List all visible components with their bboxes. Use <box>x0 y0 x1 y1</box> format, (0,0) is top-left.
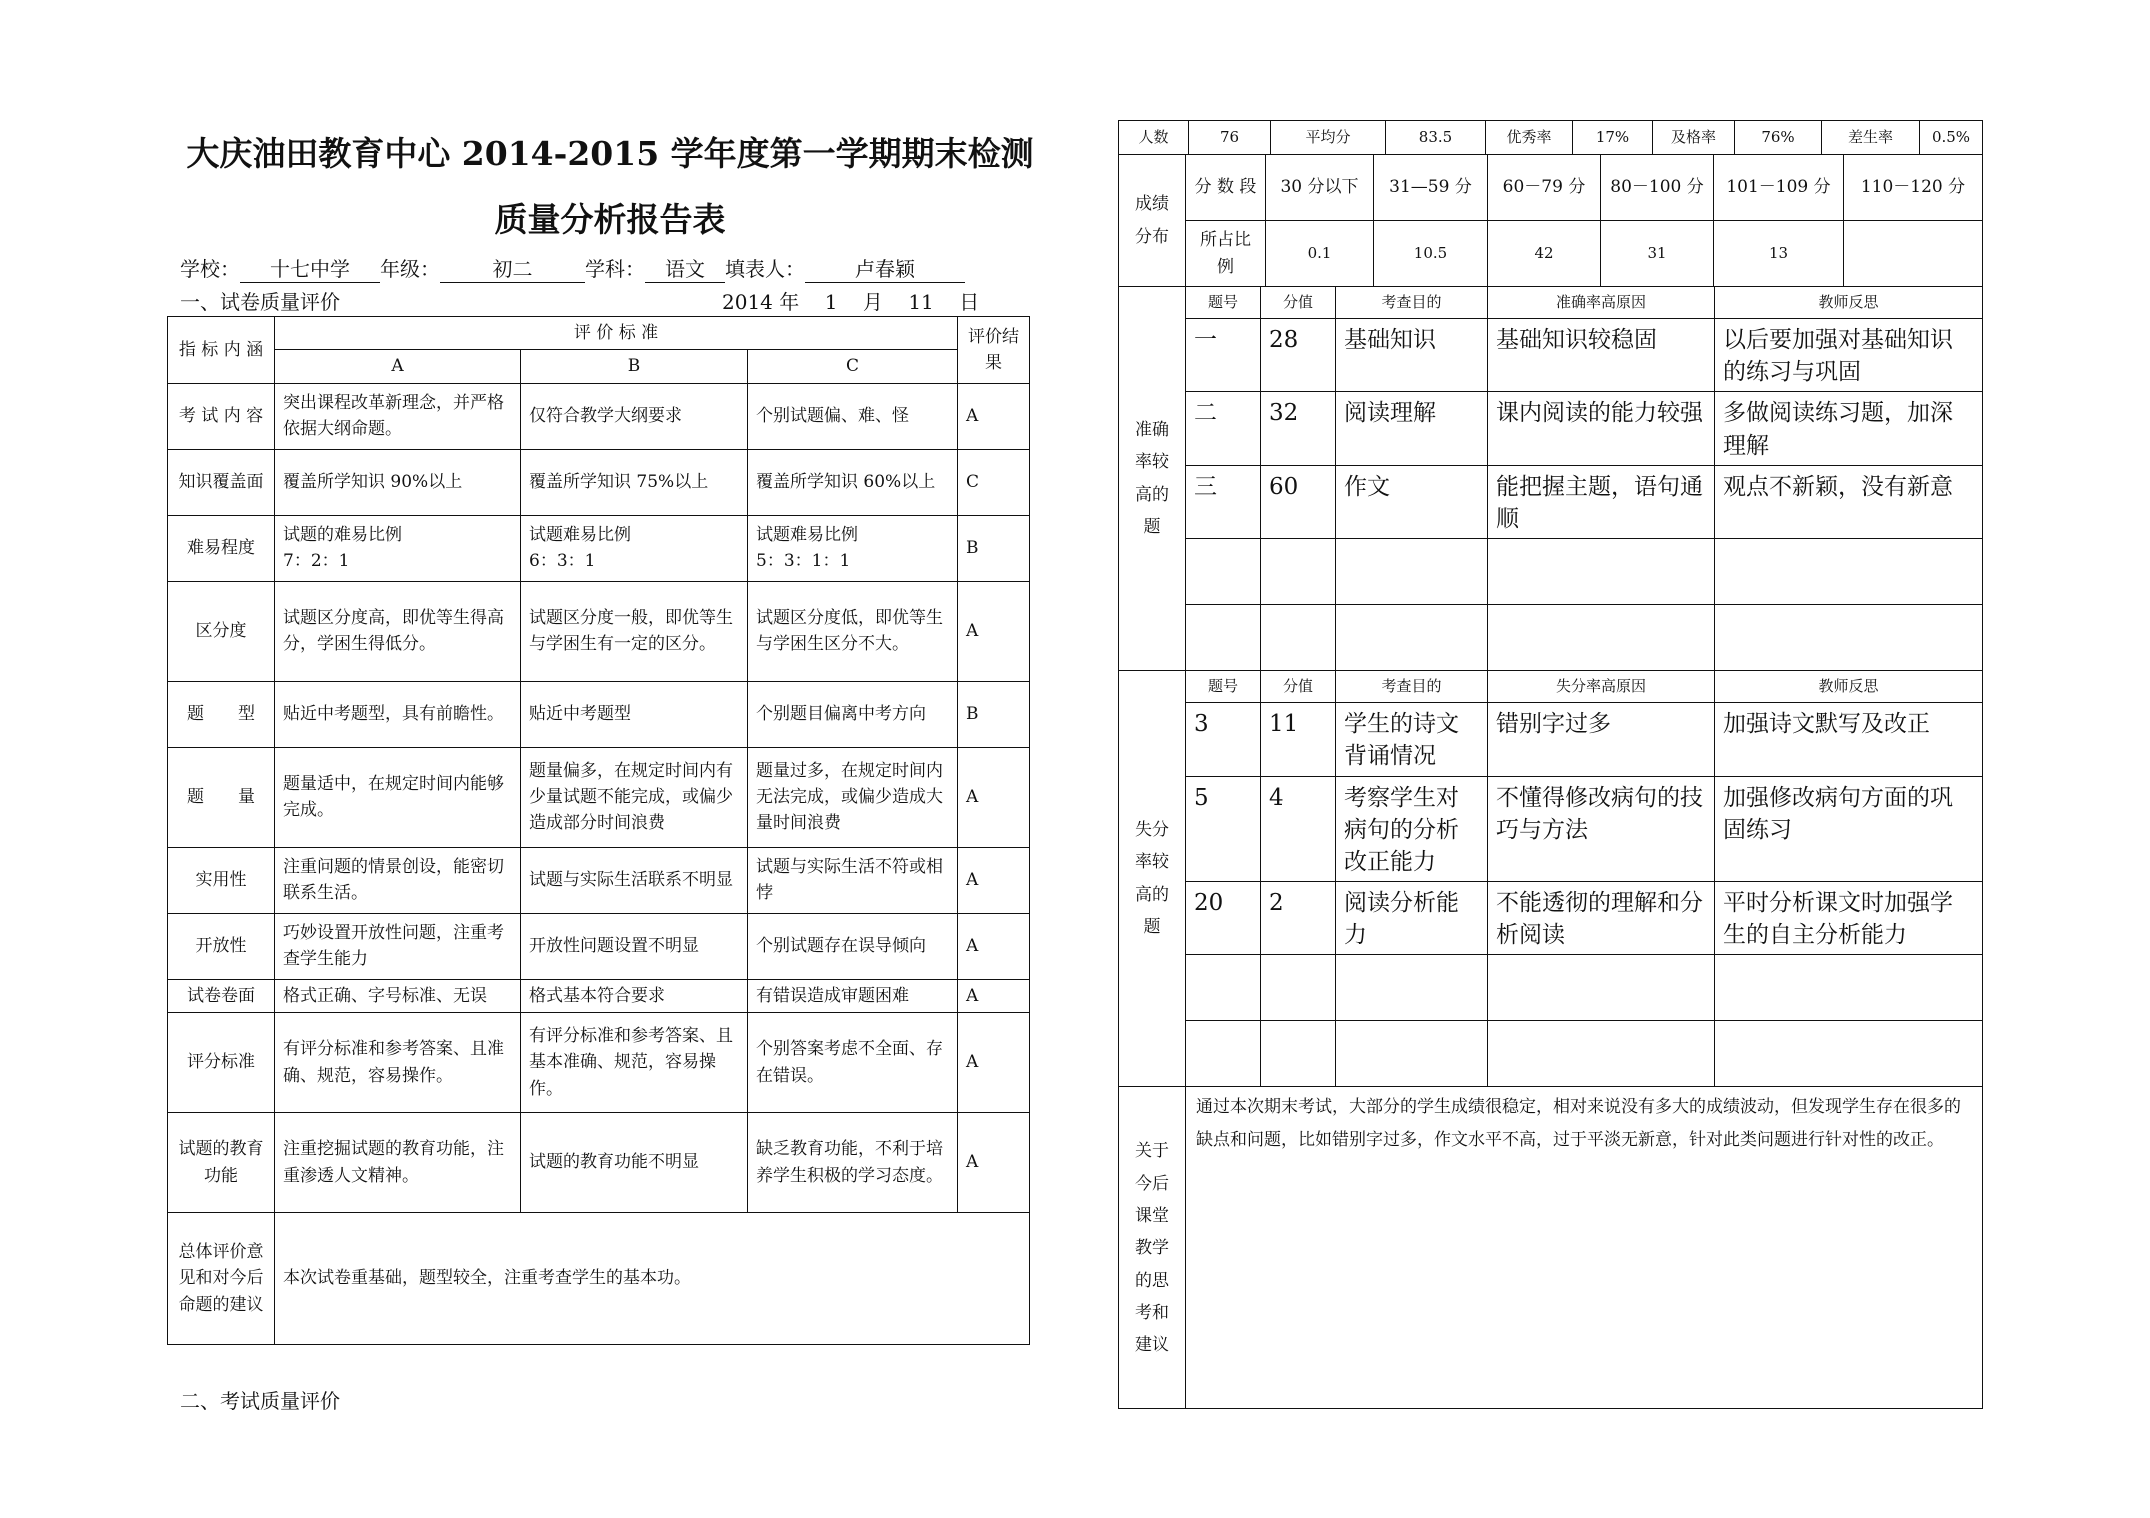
score-value: 60 <box>1261 465 1336 538</box>
stat-label: 优秀率 <box>1486 121 1573 155</box>
row-name: 试卷卷面 <box>168 979 275 1012</box>
date-month: 1 <box>824 290 838 314</box>
table-row <box>168 581 1030 681</box>
row-result: A <box>958 847 1030 913</box>
purpose: 作文 <box>1336 465 1488 538</box>
table-row <box>168 979 1030 1012</box>
table-row <box>1119 703 1983 776</box>
table-row <box>1119 392 1983 465</box>
row-name: 题 量 <box>168 747 275 847</box>
date-day-label: 日 <box>959 290 980 314</box>
empty-cell <box>1715 1021 1983 1087</box>
reason: 不懂得修改病句的技巧与方法 <box>1488 776 1715 882</box>
range-cell: 30 分以下 <box>1266 155 1374 221</box>
purpose: 考察学生对病句的分析改正能力 <box>1336 776 1488 882</box>
row-result: A <box>958 913 1030 979</box>
reflection: 多做阅读练习题，加深理解 <box>1715 392 1983 465</box>
question-no: 二 <box>1186 392 1261 465</box>
row-result: B <box>958 681 1030 747</box>
reflection: 平时分析课文时加强学生的自主分析能力 <box>1715 882 1983 955</box>
question-no: 一 <box>1186 319 1261 392</box>
empty-cell <box>1261 955 1336 1021</box>
section2-heading: 二、考试质量评价 <box>180 1389 340 1413</box>
col-header: 考查目的 <box>1336 671 1488 703</box>
stat-value: 17% <box>1573 121 1653 155</box>
row-result: A <box>958 1013 1030 1113</box>
overall-label: 总体评价意见和对今后命题的建议 <box>168 1213 275 1345</box>
range-cell: 31—59 分 <box>1374 155 1488 221</box>
purpose: 阅读分析能力 <box>1336 882 1488 955</box>
stat-label: 人数 <box>1119 121 1189 155</box>
table-row <box>168 449 1030 515</box>
row-b: 有评分标准和参考答案、且基本准确、规范，容易操作。 <box>521 1013 748 1113</box>
empty-cell <box>1336 605 1488 671</box>
row-a: 注重挖掘试题的教育功能，注重渗透人文精神。 <box>275 1113 521 1213</box>
stat-label: 差生率 <box>1822 121 1920 155</box>
table-row <box>168 1013 1030 1113</box>
score-value: 4 <box>1261 776 1336 882</box>
row-c: 个别试题偏、难、怪 <box>748 383 958 449</box>
reason: 能把握主题，语句通顺 <box>1488 465 1715 538</box>
row-name: 考 试 内 容 <box>168 383 275 449</box>
table-row <box>168 847 1030 913</box>
table-row <box>1119 1021 1983 1087</box>
row-c: 个别题目偏离中考方向 <box>748 681 958 747</box>
date-year-label: 年 <box>779 290 800 314</box>
suggestion-text: 通过本次期末考试，大部分的学生成绩很稳定，相对来说没有多大的成绩波动，但发现学生存在很多的缺点和问题，比如错别字过多，作文水平不高，过于平淡无新意，针对此类问题进行针对性的改正。 <box>1186 1087 1983 1409</box>
analysis-table <box>1118 286 1983 1409</box>
grade-value: 初二 <box>440 253 585 283</box>
empty-cell <box>1186 955 1261 1021</box>
row-c: 缺乏教育功能，不利于培养学生积极的学习态度。 <box>748 1113 958 1213</box>
ratio-cell: 31 <box>1601 221 1714 287</box>
report-date <box>722 286 979 315</box>
table-row <box>168 913 1030 979</box>
reason: 课内阅读的能力较强 <box>1488 392 1715 465</box>
score-value: 2 <box>1261 882 1336 955</box>
grade-label: 年级： <box>380 257 440 281</box>
filler-label: 填表人： <box>725 257 805 281</box>
row-c: 试题与实际生活不符或相悖 <box>748 847 958 913</box>
table-row <box>1119 882 1983 955</box>
section1-heading: 一、试卷质量评价 <box>180 290 340 314</box>
empty-cell <box>1336 955 1488 1021</box>
row-a: 贴近中考题型，具有前瞻性。 <box>275 681 521 747</box>
row-name: 试题的教育功能 <box>168 1113 275 1213</box>
stat-value: 76 <box>1189 121 1271 155</box>
reason: 错别字过多 <box>1488 703 1715 776</box>
row-a: 格式正确、字号标准、无误 <box>275 979 521 1012</box>
row-name: 实用性 <box>168 847 275 913</box>
empty-cell <box>1715 605 1983 671</box>
distribution-label: 成绩分布 <box>1119 155 1186 287</box>
reflection: 以后要加强对基础知识的练习与巩固 <box>1715 319 1983 392</box>
col-header: 题号 <box>1186 671 1261 703</box>
row-b: 贴近中考题型 <box>521 681 748 747</box>
col-header: 考查目的 <box>1336 287 1488 319</box>
header-indicator: 指 标 内 涵 <box>168 317 275 384</box>
row-a: 有评分标准和参考答案、且准确、规范，容易操作。 <box>275 1013 521 1113</box>
header-standard: 评 价 标 准 <box>275 317 958 350</box>
row-b: 格式基本符合要求 <box>521 979 748 1012</box>
stat-label: 及格率 <box>1653 121 1735 155</box>
stats-row <box>1119 121 1983 155</box>
table-row <box>168 747 1030 847</box>
row-result: A <box>958 581 1030 681</box>
empty-cell <box>1186 1021 1261 1087</box>
info-line <box>180 253 965 283</box>
high-loss-label: 失分率较高的题 <box>1119 671 1186 1087</box>
row-result: B <box>958 515 1030 581</box>
ratio-cell: 13 <box>1714 221 1844 287</box>
row-result: A <box>958 1113 1030 1213</box>
row-c: 有错误造成审题困难 <box>748 979 958 1012</box>
col-header: 分值 <box>1261 287 1336 319</box>
row-name: 开放性 <box>168 913 275 979</box>
ratio-label: 所占比例 <box>1186 221 1266 287</box>
table-row <box>168 681 1030 747</box>
empty-cell <box>1261 539 1336 605</box>
header-result: 评价结果 <box>958 317 1030 384</box>
school-label: 学校： <box>180 257 240 281</box>
question-no: 3 <box>1186 703 1261 776</box>
stat-label: 平均分 <box>1271 121 1386 155</box>
table-row <box>168 383 1030 449</box>
empty-cell <box>1261 605 1336 671</box>
score-value: 32 <box>1261 392 1336 465</box>
stat-value: 76% <box>1735 121 1822 155</box>
date-month-label: 月 <box>862 290 883 314</box>
stat-value: 83.5 <box>1386 121 1486 155</box>
subject-value: 语文 <box>645 253 725 283</box>
exam-quality-table <box>167 316 1030 1345</box>
row-c: 试题难易比例 5：3：1：1 <box>748 515 958 581</box>
table-row <box>1119 605 1983 671</box>
row-a: 题量适中，在规定时间内能够完成。 <box>275 747 521 847</box>
row-a: 突出课程改革新理念，并严格依据大纲命题。 <box>275 383 521 449</box>
row-b: 试题的教育功能不明显 <box>521 1113 748 1213</box>
ratio-cell: 0.1 <box>1266 221 1374 287</box>
header-b: B <box>521 350 748 383</box>
empty-cell <box>1488 539 1715 605</box>
col-header: 准确率高原因 <box>1488 287 1715 319</box>
row-result: A <box>958 383 1030 449</box>
row-b: 题量偏多，在规定时间内有少量试题不能完成，或偏少造成部分时间浪费 <box>521 747 748 847</box>
range-label: 分 数 段 <box>1186 155 1266 221</box>
row-name: 难易程度 <box>168 515 275 581</box>
ratio-cell: 42 <box>1488 221 1601 287</box>
score-value: 11 <box>1261 703 1336 776</box>
school-value: 十七中学 <box>240 253 380 283</box>
subject-label: 学科： <box>585 257 645 281</box>
table-row <box>1119 955 1983 1021</box>
purpose: 学生的诗文背诵情况 <box>1336 703 1488 776</box>
date-day: 11 <box>908 290 934 314</box>
col-header: 题号 <box>1186 287 1261 319</box>
empty-cell <box>1715 539 1983 605</box>
table-row <box>168 1113 1030 1213</box>
filler-value: 卢春颖 <box>805 253 965 283</box>
row-b: 开放性问题设置不明显 <box>521 913 748 979</box>
row-a: 覆盖所学知识 90%以上 <box>275 449 521 515</box>
empty-cell <box>1715 955 1983 1021</box>
reflection: 观点不新颖，没有新意 <box>1715 465 1983 538</box>
distribution-table <box>1118 154 1983 287</box>
empty-cell <box>1186 539 1261 605</box>
row-b: 覆盖所学知识 75%以上 <box>521 449 748 515</box>
row-c: 个别试题存在误导倾向 <box>748 913 958 979</box>
empty-cell <box>1488 955 1715 1021</box>
report-title-line2: 质量分析报告表 <box>494 200 726 239</box>
range-cell: 80－100 分 <box>1601 155 1714 221</box>
empty-cell <box>1261 1021 1336 1087</box>
purpose: 阅读理解 <box>1336 392 1488 465</box>
stats-table <box>1118 120 1983 155</box>
row-c: 试题区分度低，即优等生与学困生区分不大。 <box>748 581 958 681</box>
col-header: 失分率高原因 <box>1488 671 1715 703</box>
col-header: 教师反思 <box>1715 287 1983 319</box>
reflection: 加强诗文默写及改正 <box>1715 703 1983 776</box>
high-accuracy-label: 准确率较高的题 <box>1119 287 1186 671</box>
row-b: 仅符合教学大纲要求 <box>521 383 748 449</box>
row-c: 题量过多，在规定时间内无法完成，或偏少造成大量时间浪费 <box>748 747 958 847</box>
row-a: 试题的难易比例 7：2：1 <box>275 515 521 581</box>
empty-cell <box>1186 605 1261 671</box>
row-result: C <box>958 449 1030 515</box>
empty-cell <box>1336 1021 1488 1087</box>
row-c: 个别答案考虑不全面、存在错误。 <box>748 1013 958 1113</box>
question-no: 20 <box>1186 882 1261 955</box>
row-c: 覆盖所学知识 60%以上 <box>748 449 958 515</box>
reason: 不能透彻的理解和分析阅读 <box>1488 882 1715 955</box>
row-name: 题 型 <box>168 681 275 747</box>
score-value: 28 <box>1261 319 1336 392</box>
row-b: 试题区分度一般，即优等生与学困生有一定的区分。 <box>521 581 748 681</box>
table-row <box>168 515 1030 581</box>
header-a: A <box>275 350 521 383</box>
row-name: 知识覆盖面 <box>168 449 275 515</box>
empty-cell <box>1488 605 1715 671</box>
question-no: 5 <box>1186 776 1261 882</box>
row-result: A <box>958 979 1030 1012</box>
row-b: 试题难易比例 6：3：1 <box>521 515 748 581</box>
row-a: 巧妙设置开放性问题，注重考查学生能力 <box>275 913 521 979</box>
table-row <box>1119 465 1983 538</box>
table-row <box>1119 539 1983 605</box>
range-cell: 110－120 分 <box>1844 155 1983 221</box>
row-result: A <box>958 747 1030 847</box>
stat-value: 0.5% <box>1920 121 1983 155</box>
table-row <box>1119 319 1983 392</box>
row-a: 注重问题的情景创设，能密切联系生活。 <box>275 847 521 913</box>
range-cell: 101－109 分 <box>1714 155 1844 221</box>
reason: 基础知识较稳固 <box>1488 319 1715 392</box>
report-title-line1: 大庆油田教育中心 2014-2015 学年度第一学期期末检测 <box>186 134 1034 173</box>
row-b: 试题与实际生活联系不明显 <box>521 847 748 913</box>
row-a: 试题区分度高，即优等生得高分，学困生得低分。 <box>275 581 521 681</box>
header-c: C <box>748 350 958 383</box>
overall-text: 本次试卷重基础，题型较全，注重考查学生的基本功。 <box>275 1213 1030 1345</box>
col-header: 教师反思 <box>1715 671 1983 703</box>
suggestion-label: 关于今后课堂教学的思考和建议 <box>1119 1087 1186 1409</box>
range-cell: 60－79 分 <box>1488 155 1601 221</box>
empty-cell <box>1488 1021 1715 1087</box>
question-no: 三 <box>1186 465 1261 538</box>
ratio-cell <box>1844 221 1983 287</box>
date-year: 2014 <box>722 290 773 314</box>
empty-cell <box>1336 539 1488 605</box>
row-name: 评分标准 <box>168 1013 275 1113</box>
reflection: 加强修改病句方面的巩固练习 <box>1715 776 1983 882</box>
col-header: 分值 <box>1261 671 1336 703</box>
ratio-cell: 10.5 <box>1374 221 1488 287</box>
table-row <box>1119 776 1983 882</box>
purpose: 基础知识 <box>1336 319 1488 392</box>
row-name: 区分度 <box>168 581 275 681</box>
